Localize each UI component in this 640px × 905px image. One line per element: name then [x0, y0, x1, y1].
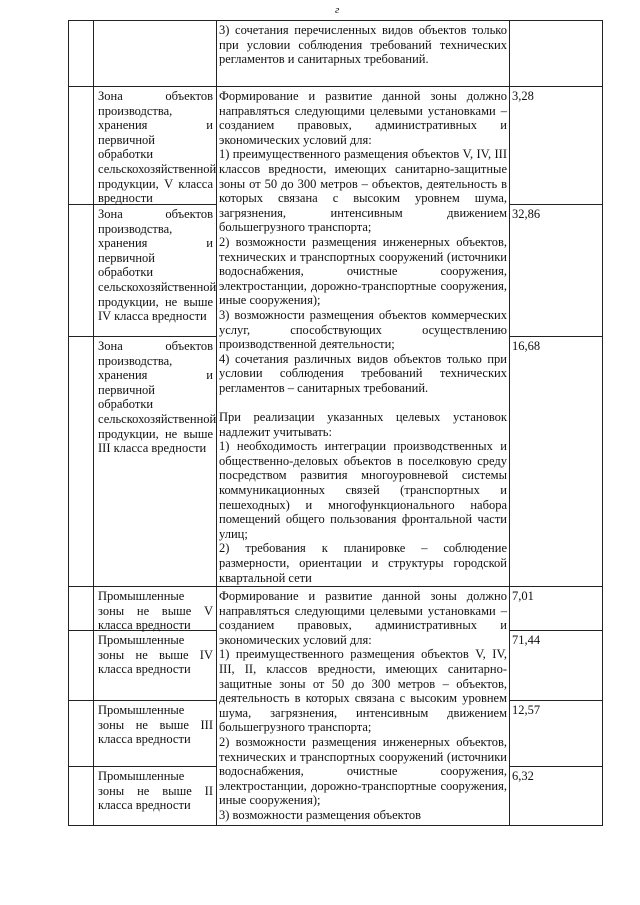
- description-paragraph: 2) возможности размещения инженерных объектов, технических и транспортных сооружений (источники водоснабжения, очистные сооружения, электростанции, дорожно-транспортные сооружения, иные сооружения);: [219, 234, 507, 308]
- page-marker: г: [335, 4, 340, 16]
- zone-name-ind-5: Промышленные зоны не выше V класса вредности: [98, 589, 213, 633]
- zone-name-agri-3: Зона объектов производства, хранения и первичной обработки сельскохозяйственной продукции, не выше III класса вредности: [98, 339, 217, 456]
- zone-name-ind-2: Промышленные зоны не выше II класса вредности: [98, 769, 213, 813]
- description-paragraph: 2) требования к планировке – соблюдение размерности, ориентации и структуры городской квартальной сети: [219, 541, 507, 585]
- description-paragraph: 3) возможности размещения объектов коммерческих услуг, способствующих осуществлению производственной деятельности;: [219, 307, 507, 352]
- area-ind-4: 71,44: [512, 633, 541, 647]
- description-industrial: [219, 589, 507, 823]
- description-paragraph: При реализации указанных целевых установок надлежит учитывать:: [219, 410, 507, 439]
- area-ind-2: 6,32: [512, 769, 534, 783]
- description-paragraph: 1) преимущественного размещения объектов V, IV, III, II, классов вредности, имеющих санитарно-защитные зоны от 50 до 300 метров – объектов, деятельность в которых связана с высоким уровнем шума, загрязнения, интенсивным движением большегрузного транспорта;: [219, 647, 507, 735]
- zone-name-agri-5: Зона объектов производства, хранения и первичной обработки сельскохозяйственной продукции, V класса вредности: [98, 89, 217, 206]
- description-paragraph: 1) необходимость интеграции производственных и общественно-деловых объектов в поселковую среду посредством развития многоуровневой системы коммуникационных связей (транспортных и пешеходных) и многофункционального набора помещений общего пользования фронтальной части улиц;: [219, 439, 507, 541]
- area-agri-4: 32,86: [512, 207, 541, 221]
- description-paragraph: 4) сочетания различных видов объектов только при условии соблюдения требований технических регламентов – санитарных требований.: [219, 351, 507, 395]
- description-paragraph: 2) возможности размещения инженерных объектов, технических и транспортных сооружений (источники водоснабжения, очистные сооружения, электростанции, дорожно-транспортные сооружения, иные сооружения);: [219, 734, 507, 808]
- area-ind-3: 12,57: [512, 703, 541, 717]
- description-paragraph: Формирование и развитие данной зоны должно направляться следующими целевыми установками – созданием правовых, административных и экономических условий для:: [219, 589, 507, 647]
- description-continuation: [219, 23, 507, 67]
- description-paragraph: Формирование и развитие данной зоны должно направляться следующими целевыми установками – созданием правовых, административных и экономических условий для:: [219, 89, 507, 147]
- zone-name-ind-3: Промышленные зоны не выше III класса вредности: [98, 703, 213, 747]
- description-paragraph: 3) сочетания перечисленных видов объектов только при условии соблюдения требований технических регламентов и санитарных требований.: [219, 23, 507, 67]
- zone-name-agri-4: Зона объектов производства, хранения и первичной обработки сельскохозяйственной продукции, не выше IV класса вредности: [98, 207, 217, 324]
- description-paragraph: 1) преимущественного размещения объектов V, IV, III классов вредности, имеющих санитарно-защитные зоны от 50 до 300 метров – объектов, деятельность в которых связана с высоким уровнем шума, загрязнения, интенсивным движением большегрузного транспорта;: [219, 147, 507, 235]
- area-agri-3: 16,68: [512, 339, 541, 353]
- zone-name-ind-4: Промышленные зоны не выше IV класса вредности: [98, 633, 213, 677]
- description-agricultural: [219, 89, 507, 585]
- area-agri-5: 3,28: [512, 89, 534, 103]
- description-spacer: [219, 395, 507, 410]
- description-paragraph: 3) возможности размещения объектов: [219, 807, 422, 822]
- area-ind-5: 7,01: [512, 589, 534, 603]
